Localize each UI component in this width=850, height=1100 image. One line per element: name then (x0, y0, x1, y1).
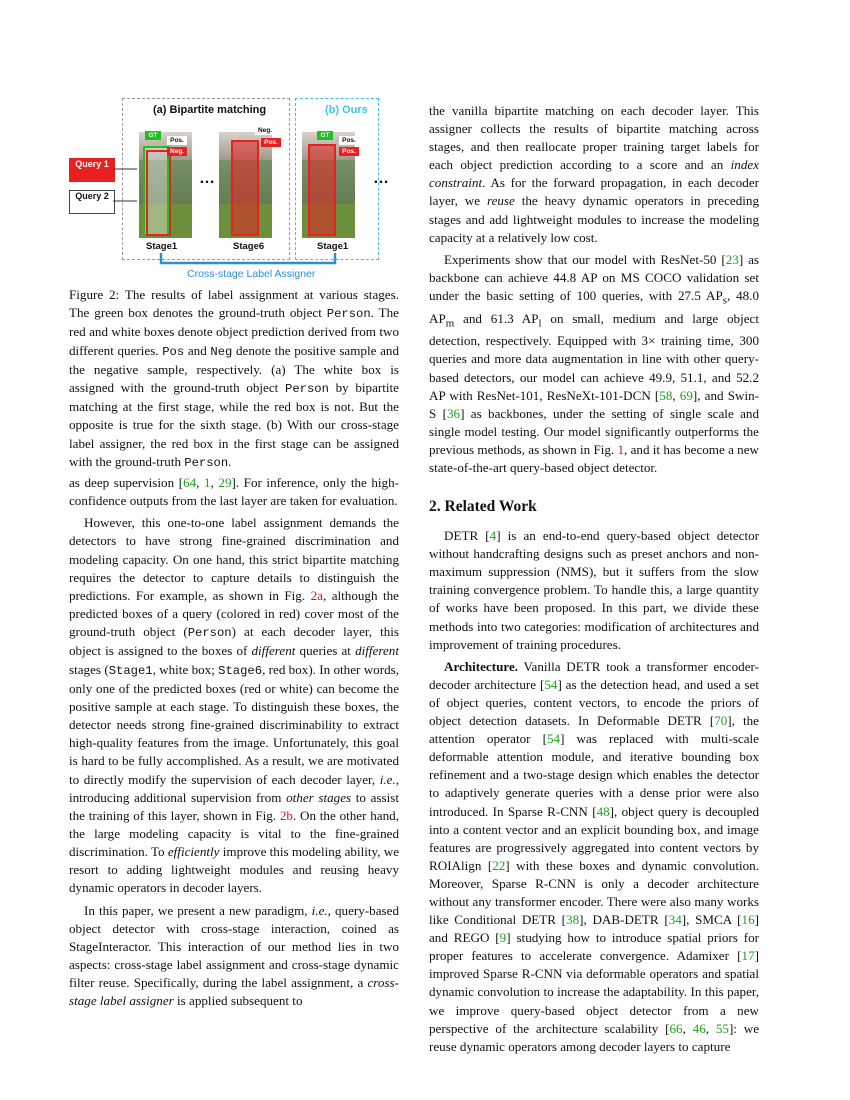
gt-tag-ours: GT (317, 131, 333, 140)
section-heading: 2. Related Work (429, 498, 537, 516)
paragraph: the vanilla bipartite matching on each decoder layer. This assigner collects the results of bipartite matching across stages, and then reallocate proper training target labels for each object prediction according to a score and an index constraint. As for the forward propagation, in each decoder layer, we reuse the heavy dynamic operators in preceding stages and add lightweight modules to increase the modeling capacity at a relatively low cost. (429, 103, 759, 245)
right-column (429, 102, 759, 1056)
figure-2 (69, 98, 401, 284)
panel-a-title: (a) Bipartite matching (153, 104, 267, 116)
paragraph: However, this one-to-one label assignment demands the detectors to have strong fine-grained discrimination and modeling capacity. On one hand, this strict bipartite matching requires the detector to capture details to distinguish the predictions. For example, as shown in Fig. 2a, although the predicted boxes of a query (colored in red) cover most of the ground-truth object (Person) at each decoder layer, this object is assigned to the boxes of different queries at different stages (Stage1, white box; Stage6, red box). In other words, only one of the predicted boxes (red or white) can become the positive sample at each stage. To distinguish these boxes, the detector needs strong fine-grained discriminability to extract high-quality features from the image. Unfortunately, this goal is hard to be fully accomplished. As a result, we are motivated to directly modify the supervision of each decoder layer, i.e., introducing additional supervision from other stages to assist the training of this layer, shown in Fig. 2b. On the other hand, the large modeling capacity is vital to the fine-grained discrimination. To efficiently improve this modeling ability, we resort to adding lightweight modules and reusing heavy dynamic operators in decoder layers. (69, 515, 400, 896)
paragraph: DETR [4] is an end-to-end query-based object detector without handcrafting designs such as preset anchors and non-maximum suppression (NMS), but it suffers from the slow training convergence problem. To handle this, a large quantity of works have been proposed. In this part, we divide these methods into two categories: modification of architectures and improvement of training procedures. (429, 528, 760, 652)
left-column-body (69, 474, 399, 1011)
stage1-label: Stage1 (146, 241, 178, 252)
query-arrows (113, 158, 139, 208)
pred-box-red-filled (231, 140, 259, 236)
pos-tag: Pos. (167, 136, 187, 145)
gt-tag: GT (145, 131, 161, 140)
paragraph: In this paper, we present a new paradigm, i.e., query-based object detector with cross-stage interaction, coined as StageInteractor. This interaction of our method lies in two aspects: cross-stage label assignment and cross-stage dynamic filter reuse. Specifically, during the label assignment, a cross-stage label assigner is applied subsequent to (69, 902, 399, 1009)
neg-tag-white: Neg. (255, 126, 275, 135)
paragraph: Architecture. Vanilla DETR took a transformer encoder-decoder architecture [54] as the detection head, and used a set of object queries, content vectors, to encode the priors of object detection datasets. In Deformable DETR [70], the attention operator [54] was replaced with multi-scale deformable attention module, and iterative bounding box refinement and a two-stage design which enables the detector to adaptively generate queries with a dense prior were also introduced. In Sparse R-CNN [48], object query is decoupled into a content vector and an explicit bounding box, and image features are progressively aggregated into content vectors by ROIAlign [22] with these boxes and dynamic convolution. Moreover, Sparse R-CNN is only a decoder architecture without any transformer encoder. There were also many works like Conditional DETR [38], DAB-DETR [34], SMCA [16] and REGO [9] studying how to introduce spatial priors for proper features to accelerate convergence. Adamixer [17] improved Sparse R-CNN via deformable operators and spatial dynamic convolution to increase the adaptability. In this paper, we improve query-based object detector from a new perspective of the architecture scalability [66, 46, 55]: we reuse dynamic operators among decoder layers to capture (429, 658, 760, 1054)
pos-tag-ours: Pos. (339, 136, 359, 145)
ours-stage1-label: Stage1 (317, 241, 349, 252)
neg-tag: Neg. (167, 147, 187, 156)
paragraph: Experiments show that our model with ResNet-50 [23] as backbone can achieve 44.8 AP on MS COCO validation set under the basic setting of 100 queries, with 27.5 $AP_s$, 48.0 $AP_m$ and 61.3 $AP_l$ on small, medium and large object detection, respectively. Equipped with 3× training time, 300 queries and more data augmentation in line with other query-based detectors, our model can achieve 49.9, 51.1, and 52.2 AP with ResNet-101, ResNeXt-101-DCN [58, 69], and Swin-S [36] as backbones, under the setting of single scale and single model testing. Our model significantly outperforms the previous methods, as shown in Fig. 1, and it has become a new state-of-the-art query-based object detector. (429, 251, 760, 475)
pos-tag-ours-red: Pos. (339, 147, 359, 156)
query-2-box: Query 2 (69, 190, 115, 214)
paragraph: as deep supervision [64, 1, 29]. For inference, only the high-confidence outputs from the last layer are taken for evaluation. (69, 475, 400, 509)
pred-box-red-ours (308, 144, 336, 236)
query-1-box: Query 1 (69, 158, 115, 182)
figure-caption: Figure 2: The results of label assignment at various stages. The green box denotes the ground-truth object Person. The red and white boxes denote object prediction derived from two different queries. Pos and Neg denote the positive sample and the negative sample, respectively. (a) The white box is assigned with the ground-truth object Person by bipartite matching at the first stage, while the red box is not. But the opposite is true for the sixth stage. (b) With our cross-stage label assigner, the red box in the first stage can be assigned with the ground-truth Person. (69, 287, 399, 470)
panel-b-title: (b) Ours (325, 104, 368, 116)
ellipsis-a: … (199, 170, 215, 187)
pred-box-red (146, 150, 171, 236)
stage6-label: Stage6 (233, 241, 265, 252)
ellipsis-b: … (373, 170, 389, 187)
pos-tag-red: Pos. (261, 138, 281, 147)
assigner-label: Cross-stage Label Assigner (187, 268, 316, 280)
stage6-image (219, 132, 272, 238)
